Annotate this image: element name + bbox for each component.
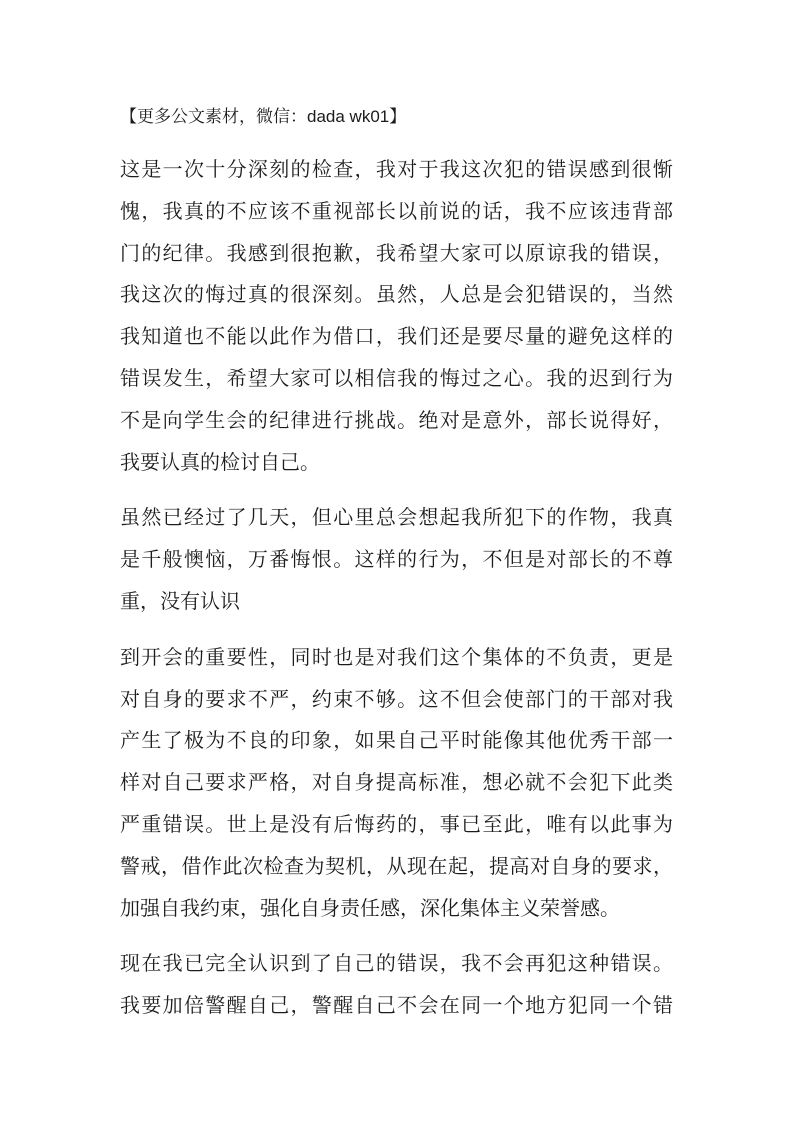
paragraph-3 <box>120 637 673 930</box>
body-line: 严重错误。世上是没有后悔药的，事已至此，唯有以此事为 <box>120 811 673 836</box>
body-line: 是千般懊恼，万番悔恨。这样的行为，不但是对部长的不尊 <box>120 547 673 572</box>
paragraph-2 <box>120 497 673 622</box>
body-line: 这是一次十分深刻的检查，我对于我这次犯的错误感到很惭 <box>120 157 673 181</box>
body-line: 现在我已完全认识到了自己的错误，我不会再犯这种错误。 <box>120 951 673 976</box>
body-line: 不是向学生会的纪律进行挑战。绝对是意外，部长说得好， <box>120 407 673 432</box>
body-line: 警戒，借作此次检查为契机，从现在起，提高对自身的要求， <box>120 853 673 878</box>
body-line: 愧，我真的不应该不重视部长以前说的话，我不应该违背部 <box>120 198 673 223</box>
body-line: 对自身的要求不严，约束不够。这不但会使部门的干部对我 <box>120 686 673 711</box>
body-line: 我要加倍警醒自己，警醒自己不会在同一个地方犯同一个错 <box>120 993 673 1018</box>
body-line: 到开会的重要性，同时也是对我们这个集体的不负责，更是 <box>120 644 673 669</box>
header-note: 【更多公文素材，微信：dada wk01】 <box>120 107 407 126</box>
body-line: 加强自我约束，强化自身责任感，深化集体主义荣誉感。 <box>120 895 620 920</box>
body-line: 样对自己要求严格，对自身提高标准，想必就不会犯下此类 <box>120 770 673 795</box>
body-line: 重，没有认识 <box>120 588 240 613</box>
body-line: 我知道也不能以此作为借口，我们还是要尽量的避免这样的 <box>120 324 673 349</box>
paragraph-4 <box>120 943 673 1027</box>
body-line: 门的纪律。我感到很抱歉，我希望大家可以原谅我的错误， <box>120 240 673 265</box>
paragraph-1 <box>120 149 673 483</box>
body-line: 我要认真的检讨自己。 <box>120 449 320 474</box>
document-body <box>120 105 673 1041</box>
body-line: 我这次的悔过真的很深刻。虽然，人总是会犯错误的，当然 <box>120 282 673 307</box>
body-line: 虽然已经过了几天，但心里总会想起我所犯下的作物，我真 <box>120 505 673 530</box>
body-line: 错误发生，希望大家可以相信我的悔过之心。我的迟到行为 <box>120 365 673 390</box>
body-line: 产生了极为不良的印象，如果自己平时能像其他优秀干部一 <box>120 728 673 753</box>
